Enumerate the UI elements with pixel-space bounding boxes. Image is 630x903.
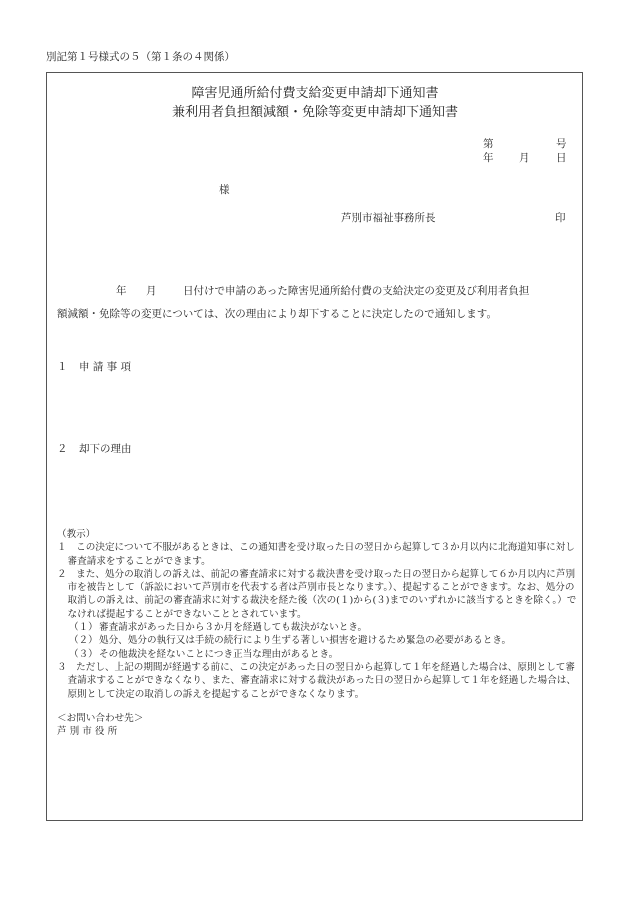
section1-label: 申 請 事 項 bbox=[79, 361, 132, 373]
section2-label: 却下の理由 bbox=[79, 443, 132, 455]
body-line2-text: 額減額・免除等の変更については、次の理由により却下することに決定したので通知します。 bbox=[57, 308, 497, 320]
date-day: 日 bbox=[556, 152, 567, 164]
sub-1-text: 審査請求があった日から３か月を経過しても裁決がないとき。 bbox=[99, 622, 368, 634]
sub-3-number: （３） bbox=[69, 648, 98, 660]
doc-number-prefix: 第 bbox=[483, 138, 494, 150]
instruction-item-1: １ この決定について不服があるときは、この通知書を受け取った日の翌日から起算して３か月以内に北海道知事に対し審査請求をすることができます。 bbox=[57, 542, 575, 567]
body-month: 月 bbox=[146, 285, 157, 297]
body-year: 年 bbox=[116, 285, 127, 297]
sub-1-number: （１） bbox=[69, 622, 98, 634]
section1-number: １ bbox=[57, 361, 68, 373]
section2-number: ２ bbox=[57, 443, 68, 455]
instruction-item-2: ２ また、処分の取消しの訴えは、前記の審査請求に対する裁決書を受け取った日の翌日から起算して６か月以内に芦別市を被告として（訴訟において芦別市を代表する者は芦別市長となります。）、提起することができます。なお、処分の取消しの訴えは、前記の審査請求に対する裁決を経た後（次の(１)から(３)までのいずれかに該当するときを除く。）でなければ提起することができないこととされています。 bbox=[57, 568, 577, 620]
contact-office: 芦 別 市 役 所 bbox=[57, 726, 118, 738]
form-number: 別記第１号様式の５（第１条の４関係） bbox=[46, 51, 235, 63]
doc-number-suffix: 号 bbox=[556, 138, 567, 150]
seal-mark: 印 bbox=[555, 212, 566, 224]
sub-2-number: （２） bbox=[69, 635, 98, 647]
title-line2: 兼利用者負担額減額・免除等変更申請却下通知書 bbox=[171, 105, 458, 120]
instruction-item-3: ３ ただし、上記の期間が経過する前に、この決定があった日の翌日から起算して１年を経過した場合は、原則として審査請求することができなくなり、また、審査請求に対する裁決があった日の翌日から起算して１年を経過した場合は、原則として決定の取消しの訴えを提起することができなくなります。 bbox=[57, 661, 576, 700]
sub-2-text: 処分、処分の執行又は手続の続行により生ずる著しい損害を避けるため緊急の必要があるとき。 bbox=[99, 635, 512, 647]
instruction-sub-2 bbox=[57, 634, 580, 647]
instructions-block bbox=[57, 528, 580, 738]
recipient-suffix: 様 bbox=[219, 184, 230, 196]
date-month: 月 bbox=[519, 152, 530, 164]
instruction-sub-1 bbox=[57, 621, 580, 634]
issuer-name: 芦別市福祉事務所長 bbox=[341, 212, 436, 224]
instructions-heading: （教示） bbox=[57, 529, 96, 540]
title-line1: 障害児通所給付費支給変更申請却下通知書 bbox=[191, 86, 439, 101]
instruction-sub-3 bbox=[57, 648, 580, 661]
sub-3-text: その他裁決を経ないことにつき正当な理由があるとき。 bbox=[99, 648, 339, 660]
body-line1-text: 日付けで申請のあった障害児通所給付費の支給決定の変更及び利用者負担 bbox=[183, 285, 530, 297]
contact-label: ＜お問い合わせ先＞ bbox=[57, 712, 144, 724]
date-year: 年 bbox=[483, 152, 494, 164]
